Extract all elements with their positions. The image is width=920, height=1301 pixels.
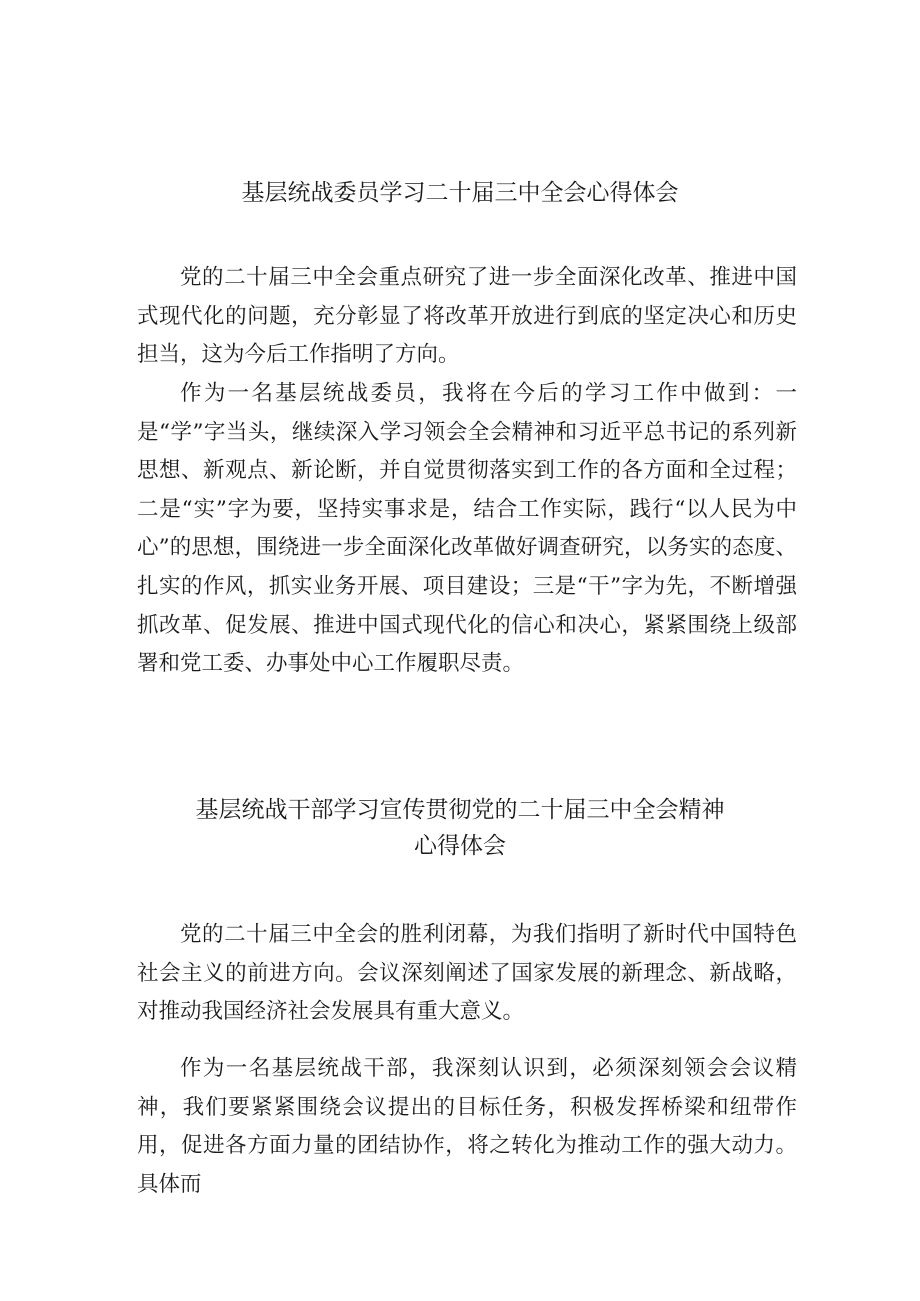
section-2-title <box>100 792 820 864</box>
section-1-title: 基层统战委员学习二十届三中全会心得体会 <box>241 180 679 206</box>
section-2-paragraph-1: 党的二十届三中全会的胜利闭幕，为我们指明了新时代中国特色社会主义的前进方向。会议深刻阐述了国家发展的新理念、新战略，对推动我国经济社会发展具有重大意义。 <box>137 922 797 1025</box>
section-1-paragraph-2: 作为一名基层统战委员，我将在今后的学习工作中做到：一是“学”字当头，继续深入学习领会全会精神和习近平总书记的系列新思想、新观点、新论断，并自觉贯彻落实到工作的各方面和全过程；二是“实”字为要，坚持实事求是，结合工作实际，践行“以人民为中心”的思想，围绕进一步全面深化改革做好调查研究，以务实的态度、扎实的作风，抓实业务开展、项目建设；三是“干”字为先，不断增强抓改革、促发展、推进中国式现代化的信心和决心，紧紧围绕上级部署和党工委、办事处中心工作履职尽责。 <box>137 381 797 677</box>
section-1-paragraph-1: 党的二十届三中全会重点研究了进一步全面深化改革、推进中国式现代化的问题，充分彰显了将改革开放进行到底的坚定决心和历史担当，这为今后工作指明了方向。 <box>137 265 797 368</box>
section-2-paragraph-2: 作为一名基层统战干部，我深刻认识到，必须深刻领会会议精神，我们要紧紧围绕会议提出的目标任务，积极发挥桥梁和纽带作用，促进各方面力量的团结协作，将之转化为推动工作的强大动力。具体而 <box>137 1056 797 1197</box>
section-2-title-line-2: 心得体会 <box>414 833 506 859</box>
section-2-title-line-1: 基层统战干部学习宣传贯彻党的二十届三中全会精神 <box>195 797 725 823</box>
